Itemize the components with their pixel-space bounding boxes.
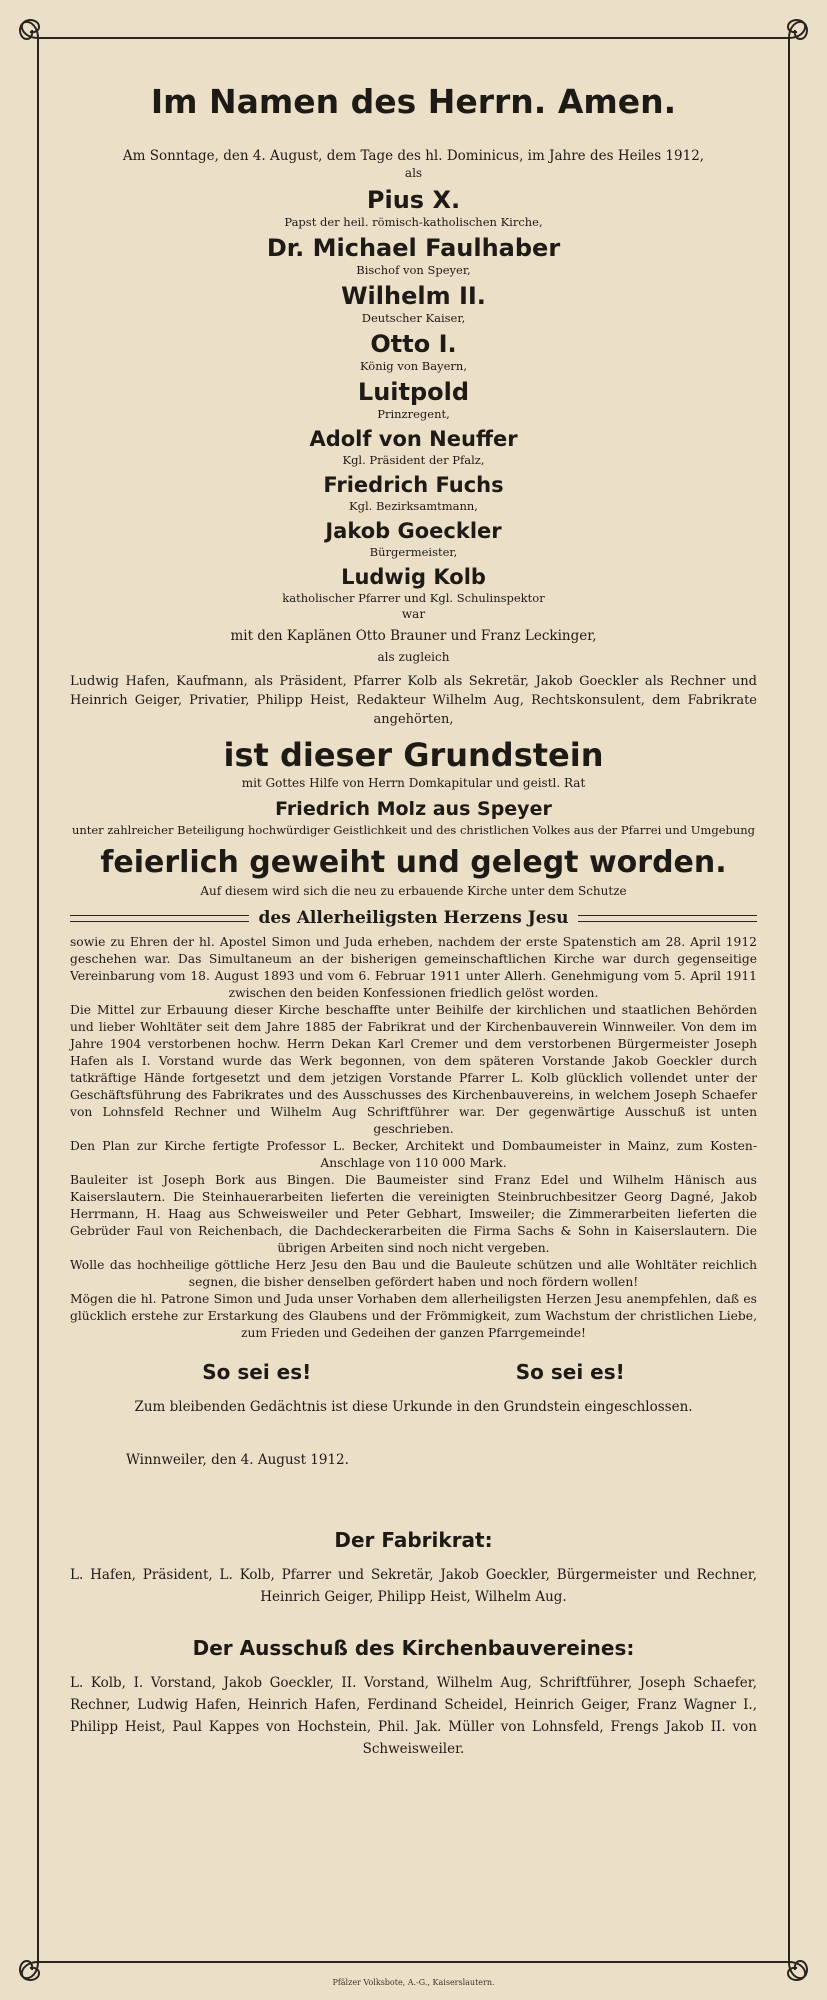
herz-jesu-text: des Allerheiligsten Herzens Jesu: [258, 908, 569, 928]
paragraph-bauleiter: Bauleiter ist Joseph Bork aus Bingen. Die Baumeister sind Franz Edel und Wilhelm Hänisch aus Kaiserslautern. Die Steinhauerarbeiten lieferten die vereinigten Steinbruchbesitzer Georg Dagné, Jakob Herrmann, H. Haag aus Schweisweiler und Peter Gebhart, Imsweiler; die Zimmerarbeiten lieferten die Gebrüder Faul von Reichenbach, die Dachdeckerarbeiten die Firma Sachs & Sohn in Kaiserslautern. Die übrigen Arbeiten sind noch nicht vergeben.: [70, 1173, 757, 1255]
dignitary-role: Kgl. Präsident der Pfalz,: [342, 453, 485, 467]
paragraph-patrone: Mögen die hl. Patrone Simon und Juda unser Vorhaben dem allerheiligsten Herzen Jesu anempfehlen, daß es glücklich erstehe zur Erstarkung des Glaubens und der Frömmigkeit, zum Wachstum der christlichen Liebe, zum Frieden und Gedeihen der ganzen Pfarrgemeinde!: [70, 1292, 757, 1340]
printer-imprint: Pfälzer Volksbote, A.-G., Kaiserslautern.: [332, 1978, 495, 1987]
dignitary-name: Luitpold: [357, 378, 470, 406]
fabrikrat-members: L. Hafen, Präsident, L. Kolb, Pfarrer und Sekretär, Jakob Goeckler, Bürgermeister und Rechner, Heinrich Geiger, Philipp Heist, Wilhelm Aug.: [70, 1567, 757, 1605]
left-double-rule: [70, 915, 249, 922]
members-paragraph: Ludwig Hafen, Kaufmann, als Präsident, Pfarrer Kolb als Sekretär, Jakob Goeckler als Rechner und Heinrich Geiger, Privatier, Philipp Heist, Redakteur Wilhelm Aug, Rechtskonsulent, dem Fabrikrate angehörten,: [70, 674, 757, 727]
grundstein-heading: ist dieser Grundstein: [223, 736, 604, 774]
dignitary-name: Pius X.: [366, 186, 461, 214]
hilfe-line: mit Gottes Hilfe von Herrn Domkapitular und geistl. Rat: [241, 776, 586, 790]
document-title: Im Namen des Herrn. Amen.: [150, 82, 677, 121]
right-double-rule: [578, 915, 757, 922]
schutz-line: Auf diesem wird sich die neu zu erbauende Kirche unter dem Schutze: [200, 884, 627, 898]
dignitary-role: Deutscher Kaiser,: [361, 311, 466, 325]
so-sei-es-right: So sei es!: [515, 1360, 625, 1384]
dignitary-role: Prinzregent,: [377, 407, 450, 421]
beteiligung-line: unter zahlreicher Beteiligung hochwürdiger Geistlichkeit und des christlichen Volkes aus der Pfarrei und Umgebung: [71, 823, 756, 837]
dignitary-name: Otto I.: [370, 330, 457, 358]
so-sei-es-row: [100, 1360, 727, 1384]
dignitary-role: Papst der heil. römisch-katholischen Kirche,: [284, 215, 543, 229]
dignitary-role: katholischer Pfarrer und Kgl. Schulinspektor: [282, 591, 545, 605]
war-line: war: [401, 607, 426, 621]
date-line: Winnweiler, den 4. August 1912.: [126, 1452, 349, 1468]
dignitary-role: Bürgermeister,: [369, 545, 458, 559]
ausschuss-members: L. Kolb, I. Vorstand, Jakob Goeckler, II. Vorstand, Wilhelm Aug, Schriftführer, Joseph Schaefer, Rechner, Ludwig Hafen, Heinrich Hafen, Ferdinand Scheidel, Heinrich Geiger, Franz Wagner I., Philipp Heist, Paul Kappes von Hochstein, Phil. Jak. Müller von Lohnsfeld, Frengs Jakob II. von Schweisweiler.: [70, 1675, 757, 1757]
dignitary-name: Adolf von Neuffer: [309, 427, 518, 451]
ausschuss-heading: Der Ausschuß des Kirchenbauvereines:: [192, 1636, 635, 1660]
paragraph-plan: Den Plan zur Kirche fertigte Professor L. Becker, Architekt und Dombaumeister in Mainz, zum Kosten-Anschlage von 110 000 Mark.: [70, 1139, 757, 1170]
dignitary-name: Dr. Michael Faulhaber: [266, 234, 561, 262]
dignitary-name: Friedrich Fuchs: [323, 473, 504, 497]
geweiht-heading: feierlich geweiht und gelegt worden.: [100, 845, 727, 880]
dignitary-name: Jakob Goeckler: [325, 519, 502, 543]
consecrator-name: Friedrich Molz aus Speyer: [275, 798, 552, 820]
dignitary-role: Kgl. Bezirksamtmann,: [349, 499, 478, 513]
kaplaene-line: mit den Kaplänen Otto Brauner und Franz Leckinger,: [230, 628, 597, 644]
gedaechtnis-line: Zum bleibenden Gedächtnis ist diese Urkunde in den Grundstein eingeschlossen.: [134, 1399, 693, 1415]
dignitary-role: Bischof von Speyer,: [356, 263, 471, 277]
als-line: als: [404, 166, 423, 180]
paragraph-simultaneum: sowie zu Ehren der hl. Apostel Simon und Juda erheben, nachdem der erste Spatenstich am 28. April 1912 geschehen war. Das Simultaneum an der bisherigen gemeinschaftlichen Kirche war durch gegenseitige Vereinbarung vom 18. August 1893 und vom 6. Februar 1911 unter Allerh. Genehmigung vom 5. April 1911 zwischen den beiden Konfessionen friedlich gelöst worden.: [70, 935, 757, 1000]
dignitary-name: Wilhelm II.: [341, 282, 486, 310]
dignitary-role: König von Bayern,: [360, 359, 467, 373]
intro-line: Am Sonntage, den 4. August, dem Tage des hl. Dominicus, im Jahre des Heiles 1912,: [122, 148, 705, 164]
paragraph-mittel: Die Mittel zur Erbauung dieser Kirche beschaffte unter Beihilfe der kirchlichen und staatlichen Behörden und lieber Wohltäter seit dem Jahre 1885 der Fabrikrat und der Kirchenbauverein Winnweiler. Von dem im Jahre 1904 verstorbenen hochw. Herrn Dekan Karl Cremer und dem verstorbenen Bürgermeister Joseph Hafen als I. Vorstand wurde das Werk begonnen, von dem späteren Vorstande Jakob Goeckler durch tatkräftige Hände fortgesetzt und dem jetzigen Vorstande Pfarrer L. Kolb glücklich vollendet unter der Geschäftsführung des Fabrikrates und des Ausschusses des Kirchenbauvereins, in welchem Joseph Schaefer von Lohnsfeld Rechner und Wilhelm Aug Schriftführer war. Der gegenwärtige Ausschuß ist unten geschrieben.: [70, 1003, 757, 1136]
als-zugleich-line: als zugleich: [377, 650, 450, 664]
document-content: [70, 70, 757, 1760]
dignitary-name: Ludwig Kolb: [341, 565, 486, 589]
paragraph-segen: Wolle das hochheilige göttliche Herz Jesu den Bau und die Bauleute schützen und alle Wohltäter reichlich segnen, die bisher denselben gefördert haben und noch fördern wollen!: [70, 1258, 757, 1289]
herz-jesu-line: [70, 908, 757, 928]
fabrikrat-heading: Der Fabrikrat:: [334, 1528, 493, 1552]
so-sei-es-left: So sei es!: [202, 1360, 312, 1384]
